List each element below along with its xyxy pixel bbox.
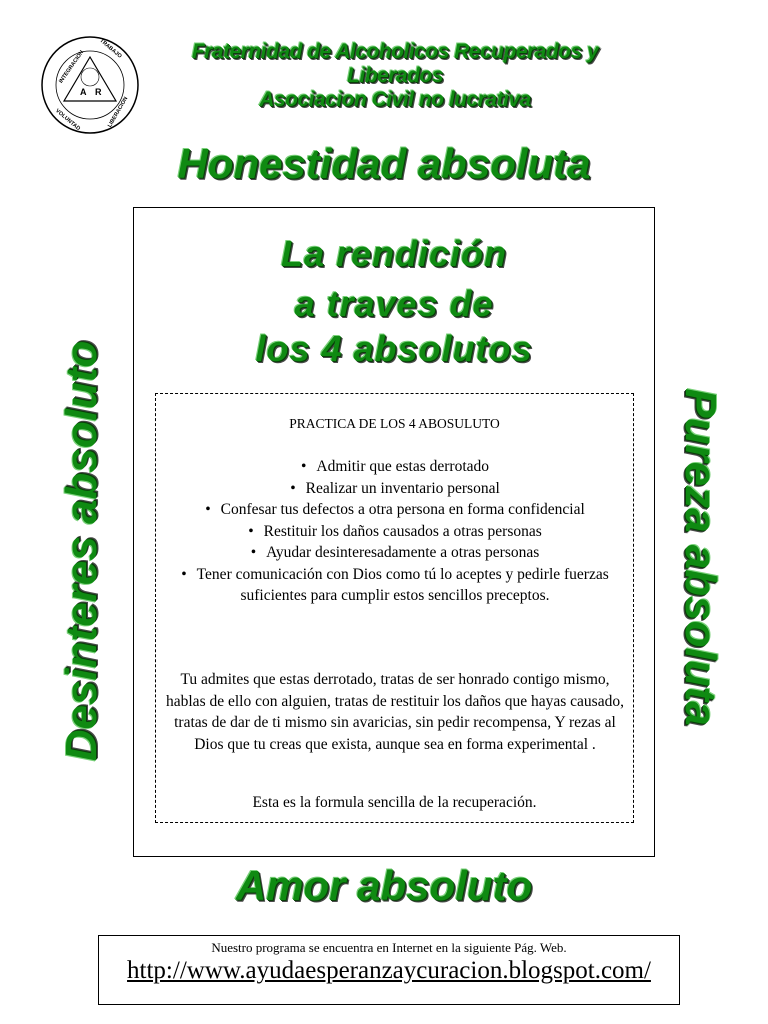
practice-item: • Restituir los daños causados a otras personas (175, 521, 615, 543)
headline-line-3: los 4 absolutos (255, 328, 533, 369)
organization-name: Fraternidad de Alcoholicos Recuperados y Liberados (191, 40, 599, 87)
practice-list (175, 456, 615, 607)
absolute-love-title: Amor absoluto (235, 862, 533, 909)
svg-text:A: A (80, 87, 87, 97)
practice-title: PRACTICA DE LOS 4 ABOSULUTO (289, 416, 500, 431)
practice-item: • Ayudar desinteresadamente a otras personas (175, 542, 615, 564)
practice-item: • Realizar un inventario personal (175, 478, 615, 500)
practice-item: • Tener comunicación con Dios como tú lo aceptes y pedirle fuerzas suficientes para cumplir estos sencillos preceptos. (175, 564, 615, 607)
footer-text: Nuestro programa se encuentra en Internet en la siguiente Pág. Web. (211, 940, 567, 955)
practice-item: • Admitir que estas derrotado (175, 456, 615, 478)
absolute-purity-title: Pureza absoluta (676, 388, 725, 726)
absolute-honesty-title: Honestidad absoluta (177, 140, 591, 187)
svg-text:LIBERACION: LIBERACION (107, 96, 130, 129)
headline-line-1: La rendición (280, 233, 508, 274)
practice-item: • Confesar tus defectos a otra persona en forma confidencial (175, 499, 615, 521)
recovery-formula: Esta es la formula sencilla de la recuperación. (252, 794, 537, 811)
organization-type: Asociacion Civil no lucrativa (259, 88, 531, 111)
svg-text:TRABAJO: TRABAJO (98, 37, 123, 60)
headline-line-2: a traves de (294, 283, 494, 324)
absolute-unselfishness-title: Desinteres absoluto (57, 340, 106, 762)
svg-text:R: R (95, 87, 102, 97)
svg-text:VOLUNTAD: VOLUNTAD (54, 108, 82, 133)
practice-paragraph: Tu admites que estas derrotado, tratas de ser honrado contigo mismo, hablas de ello con alguien, tratas de restituir los daños que hayas causado, tratas de dar de ti mismo sin avaricias, sin pedir recompensa, Y rezas al Dios que tu creas que exista, aunque sea en forma experimental . (166, 671, 624, 753)
organization-logo (40, 35, 140, 135)
svg-text:INTEGRACION: INTEGRACION (58, 49, 86, 85)
website-link[interactable]: http://www.ayudaesperanzaycuracion.blogspot.com/ (127, 957, 651, 984)
